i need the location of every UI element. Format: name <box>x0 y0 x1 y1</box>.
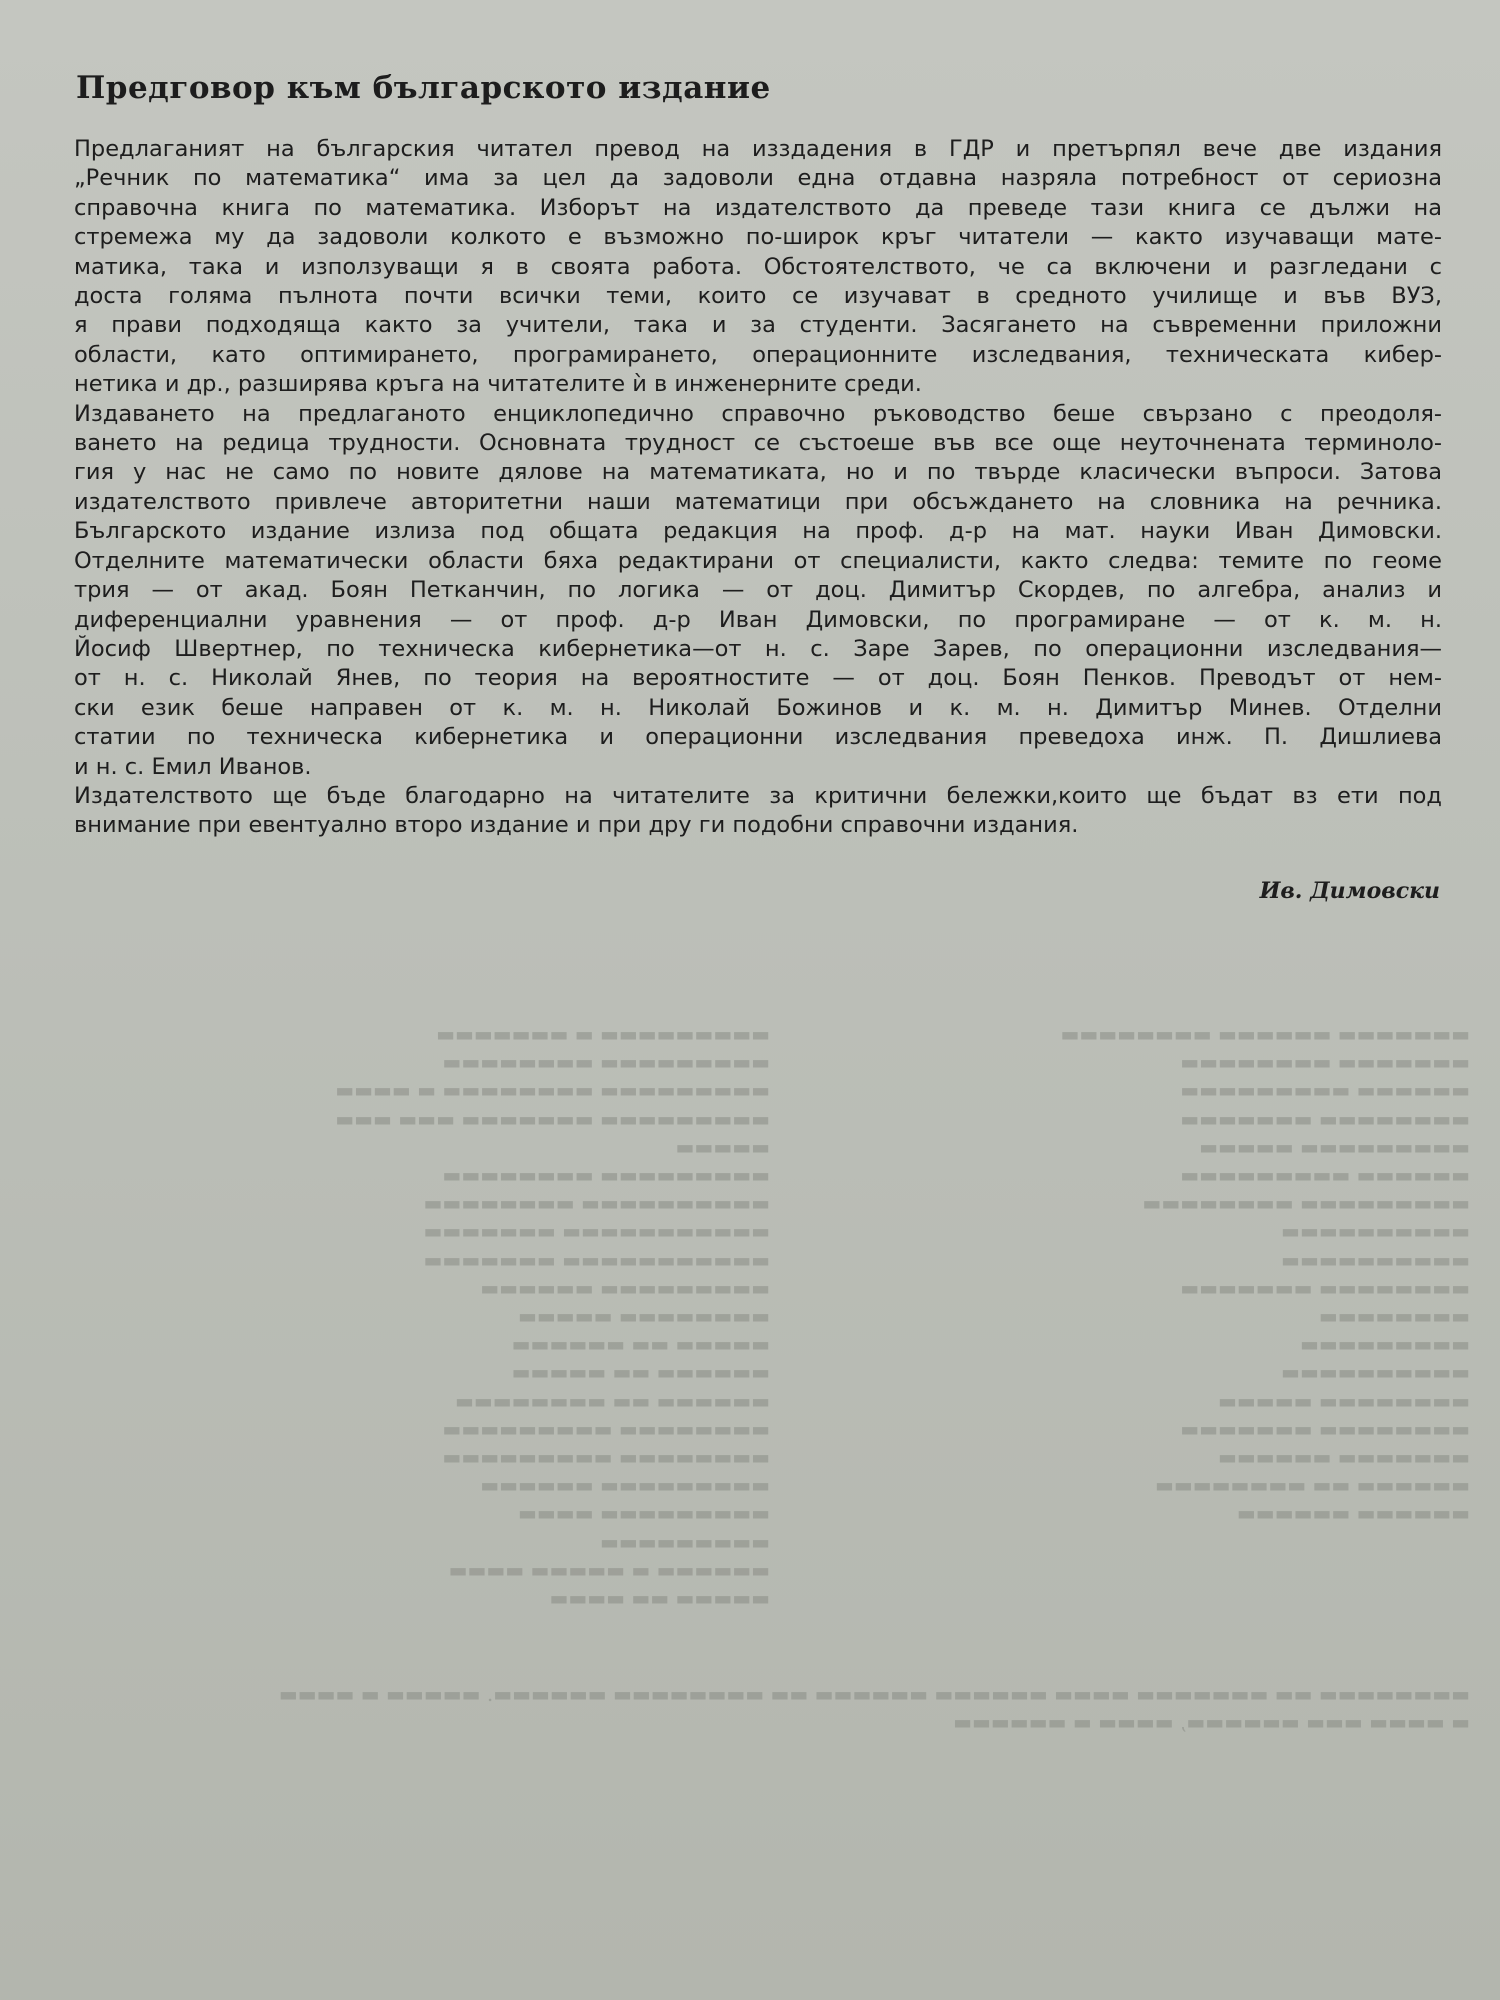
text-line: матика, така и използуващи я в своята работа. Обстоятелството, че са включени и разгледани с <box>74 253 1442 280</box>
text-line: Отделните математически области бяха редактирани от специалисти, както следва: темите по геоме <box>74 547 1442 574</box>
text-line: стремежа му да задоволи колкото е възможно по-широк кръг читатели — както изучаващи мате- <box>74 224 1442 251</box>
text-line: Издателството ще бъде благодарно на читателите за критични бележки,които ще бъдат вз ети под <box>74 782 1442 809</box>
text-line: трия — от акад. Боян Петканчин, по логика — от доц. Димитър Скордев, по алгебра, анализ и <box>74 577 1442 604</box>
text-line: ването на редица трудности. Основната трудност се състоеше във все още неуточнената терминоло- <box>74 430 1442 457</box>
text-line: диференциални уравнения — от проф. д-р Иван Димовски, по програмиране — от к. м. н. <box>74 606 1442 633</box>
text-line: статии по техническа кибернетика и операционни изследвания преведоха инж. П. Дишлиева <box>74 724 1442 751</box>
bleed-through-column: ▬▬▬▬▬▬▬▬▬ ▬ ▬▬▬▬▬▬▬ ▬▬▬▬▬▬▬▬▬ ▬▬▬▬▬▬▬▬ ▬▬▬▬▬▬▬▬▬ ▬▬▬▬▬▬▬▬ ▬ ▬▬▬▬ ▬▬▬▬▬▬▬▬▬ ▬▬▬▬▬▬▬ ▬▬▬ ▬▬▬ ▬▬▬▬▬ ▬▬▬▬▬▬▬▬▬ ▬▬▬▬▬▬▬▬ ▬▬▬▬▬▬▬▬▬▬ ▬▬▬▬▬▬▬▬ ▬▬▬▬▬▬▬▬▬▬▬ ▬▬▬▬▬▬▬ ▬▬▬▬▬▬▬▬▬▬▬ ▬▬▬▬▬▬▬ ▬▬▬▬▬▬▬▬▬ ▬▬▬▬▬▬ ▬▬▬▬▬▬▬▬ ▬▬▬▬▬ ▬▬▬▬▬ ▬▬ ▬▬▬▬▬▬ ▬▬▬▬▬▬ ▬▬ ▬▬▬▬▬ ▬▬▬▬▬▬ ▬▬ ▬▬▬▬▬▬▬▬ ▬▬▬▬▬▬▬▬ ▬▬▬▬▬▬▬▬▬ ▬▬▬▬▬▬▬▬ ▬▬▬▬▬▬▬▬▬ ▬▬▬▬▬▬▬▬▬ ▬▬▬▬▬▬ ▬▬▬▬▬▬▬▬▬ ▬▬▬▬ ▬▬▬▬▬▬▬▬▬ ▬▬▬▬▬▬ ▬ ▬▬▬▬▬ ▬▬▬▬ ▬▬▬▬▬ ▬▬ ▬▬▬▬ <box>335 1022 770 1611</box>
page-title: Предговор към българското издание <box>76 70 771 106</box>
bleed-through-footer: ▬▬▬▬▬▬▬▬ ▬▬ ▬▬▬▬▬▬▬ ▬▬▬▬ ▬▬▬▬▬▬ ▬▬▬▬▬▬ ▬▬ ▬▬▬▬▬▬▬▬ ▬▬▬▬▬▬. ▬▬▬▬▬ ▬ ▬▬▬▬ ▬ ▬▬▬▬ ▬▬▬ ▬▬▬▬▬▬, ▬▬▬▬ ▬ ▬▬▬▬▬▬ <box>278 1682 1470 1734</box>
text-line: я прави подходяща както за учители, така и за студенти. Засягането на съвременни приложни <box>74 312 1442 339</box>
text-line: нетика и др., разширява кръга на читателите ѝ в инженерните среди. <box>74 371 922 398</box>
text-line: от н. с. Николай Янев, по теория на вероятностите — от доц. Боян Пенков. Преводът от нем- <box>74 665 1442 692</box>
signature: Ив. Димовски <box>1259 878 1440 904</box>
preface-body <box>74 135 1442 841</box>
bleed-through-column: ▬▬▬▬▬▬▬ ▬▬▬▬▬▬ ▬▬▬▬▬▬▬▬ ▬▬▬▬▬▬▬ ▬▬▬▬▬▬▬▬ ▬▬▬▬▬▬ ▬▬▬▬▬▬▬▬▬ ▬▬▬▬▬▬▬▬ ▬▬▬▬▬▬▬ ▬▬▬▬▬▬▬▬▬ ▬▬▬▬▬ ▬▬▬▬▬▬ ▬▬▬▬▬▬▬▬▬ ▬▬▬▬▬▬▬▬▬ ▬▬▬▬▬▬▬▬ ▬▬▬▬▬▬▬▬▬▬ ▬▬▬▬▬▬▬▬▬▬ ▬▬▬▬▬▬▬▬ ▬▬▬▬▬▬▬ ▬▬▬▬▬▬▬▬ ▬▬▬▬▬▬▬▬▬ ▬▬▬▬▬▬▬▬▬▬ ▬▬▬▬▬▬▬▬ ▬▬▬▬▬ ▬▬▬▬▬▬▬▬ ▬▬▬▬▬▬▬ ▬▬▬▬▬▬▬ ▬▬▬▬▬▬ ▬▬▬▬▬▬ ▬▬ ▬▬▬▬▬▬▬▬ ▬▬▬▬▬▬ ▬▬▬▬▬▬ <box>1060 1022 1470 1526</box>
text-line: ски език беше направен от к. м. н. Николай Божинов и к. м. н. Димитър Минев. Отделни <box>74 694 1442 721</box>
text-line: и н. с. Емил Иванов. <box>74 753 312 780</box>
text-line: гия у нас не само по новите дялове на математиката, но и по твърде класически въпроси. Затова <box>74 459 1442 486</box>
text-line: справочна книга по математика. Изборът на издателството да преведе тази книга се дължи на <box>74 194 1442 221</box>
text-line: Предлаганият на българския читател превод на изздадения в ГДР и претърпял вече две издания <box>74 136 1442 162</box>
text-line: издателството привлече авторитетни наши математици при обсъждането на словника на речника. <box>74 488 1442 515</box>
text-line: Издаването на предлаганото енциклопедично справочно ръководство беше свързано с преодоля- <box>74 400 1442 427</box>
text-line: внимание при евентуално второ издание и при дру ги подобни справочни издания. <box>74 812 1079 839</box>
text-line: Българското издание излиза под общата редакция на проф. д-р на мат. науки Иван Димовски. <box>74 518 1442 545</box>
text-line: „Речник по математика“ има за цел да задоволи една отдавна назряла потребност от сериозна <box>74 165 1442 192</box>
text-line: доста голяма пълнота почти всички теми, които се изучават в средното училище и във ВУЗ, <box>74 283 1442 310</box>
text-line: области, като оптимирането, програмирането, операционните изследвания, техническата кибер- <box>74 341 1442 368</box>
text-line: Йосиф Швертнер, по техническа кибернетика—от н. с. Заре Зарев, по операционни изследвания— <box>74 635 1442 662</box>
